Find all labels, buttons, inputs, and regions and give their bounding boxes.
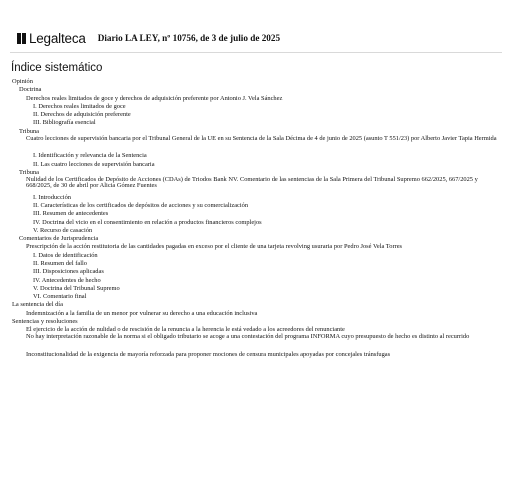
- header-divider: [10, 52, 502, 53]
- toc-subsection: Tribuna: [19, 169, 40, 176]
- toc-heading-link[interactable]: I. Identificación y relevancia de la Sentencia: [33, 152, 147, 160]
- logo-text: Legalteca: [28, 30, 86, 46]
- toc-article-link[interactable]: Nulidad de los Certificados de Depósito de Acciones (CDAs) de Triodos Bank NV. Comentario de las sentencias de la Sala Primera del Tribunal Supremo 662/2025, 667/2025 y 668/2025, de 30 de abril por Alicia Gómez Fuentes: [26, 176, 478, 189]
- toc-heading-link[interactable]: V. Recurso de casación: [33, 226, 93, 234]
- toc-article-link[interactable]: Prescripción de la acción restitutoria de las cantidades pagadas en exceso por el cliente de una tarjeta revolving usuraria por Pedro José Vela Torres: [26, 243, 403, 251]
- toc-article-link[interactable]: Indemnización a la familia de un menor por vulnerar su derecho a una educación inclusiva: [26, 309, 258, 317]
- toc-heading-link[interactable]: III. Resumen de antecedentes: [33, 210, 109, 218]
- toc-article-link[interactable]: Cuatro lecciones de supervisión bancaria por el Tribunal General de la UE en su Sentencia de la Sala Décima de 4 de junio de 2025 (asunto T 551/23) por Alberto Javier Tapia Hermida: [26, 134, 497, 142]
- toc-section: La sentencia del día: [12, 301, 63, 309]
- toc-heading-link[interactable]: II. Resumen del fallo: [33, 259, 87, 267]
- toc-section: Opinión: [12, 78, 33, 85]
- toc-article-link[interactable]: El ejercicio de la acción de nulidad o de rescisión de la renuncia a la herencia le está vedado a los acreedores del renunciante: [26, 326, 345, 334]
- header: [17, 28, 280, 48]
- legalteca-logo[interactable]: [17, 31, 86, 46]
- toc-heading-link[interactable]: I. Derechos reales limitados de goce: [33, 102, 126, 110]
- issue-info: Diario LA LEY, nº 10756, de 3 de julio de 2025: [97, 33, 281, 43]
- toc-heading-link[interactable]: III. Disposiciones aplicadas: [33, 268, 104, 276]
- toc-heading-link[interactable]: II. Las cuatro lecciones de supervisión bancaria: [33, 160, 155, 168]
- toc-subsection: Doctrina: [19, 86, 42, 94]
- toc-heading-link[interactable]: V. Doctrina del Tribunal Supremo: [33, 284, 120, 292]
- toc-article-link[interactable]: No hay interpretación razonable de la norma si el obligado tributario se acoge a una contestación del programa INFORMA cuyo presupuesto de hecho es distinto al recurrido: [26, 333, 470, 341]
- toc-heading-link[interactable]: IV. Antecedentes de hecho: [33, 276, 101, 284]
- toc-heading-link[interactable]: II. Características de los certificados de depósitos de acciones y su comercialización: [33, 202, 249, 209]
- toc-article-link[interactable]: Derechos reales limitados de goce y derechos de adquisición preferente por Antonio J. Vela Sánchez: [26, 94, 283, 102]
- toc-heading-link[interactable]: I. Datos de identificación: [33, 251, 98, 259]
- toc-heading-link[interactable]: III. Bibliografía esencial: [33, 119, 96, 127]
- toc-section: Sentencias y resoluciones: [12, 317, 78, 325]
- toc-heading-link[interactable]: VI. Comentario final: [33, 293, 87, 300]
- toc-article-link[interactable]: Inconstitucionalidad de la exigencia de mayoría reforzada para proponer mociones de censura municipales apoyadas por concejales tránsfugas: [26, 350, 391, 358]
- page-title: Índice sistemático: [11, 62, 103, 74]
- toc-subsection: Comentarios de Jurisprudencia: [19, 235, 99, 243]
- toc-heading-link[interactable]: II. Derechos de adquisición preferente: [33, 111, 131, 119]
- toc-heading-link[interactable]: IV. Doctrina del vicio en el consentimiento en relación a productos financieros complejos: [33, 218, 262, 226]
- toc-subsection: Tribuna: [19, 127, 40, 135]
- toc-heading-link[interactable]: I. Introducción: [33, 193, 71, 201]
- logo-bars-icon: [17, 32, 27, 44]
